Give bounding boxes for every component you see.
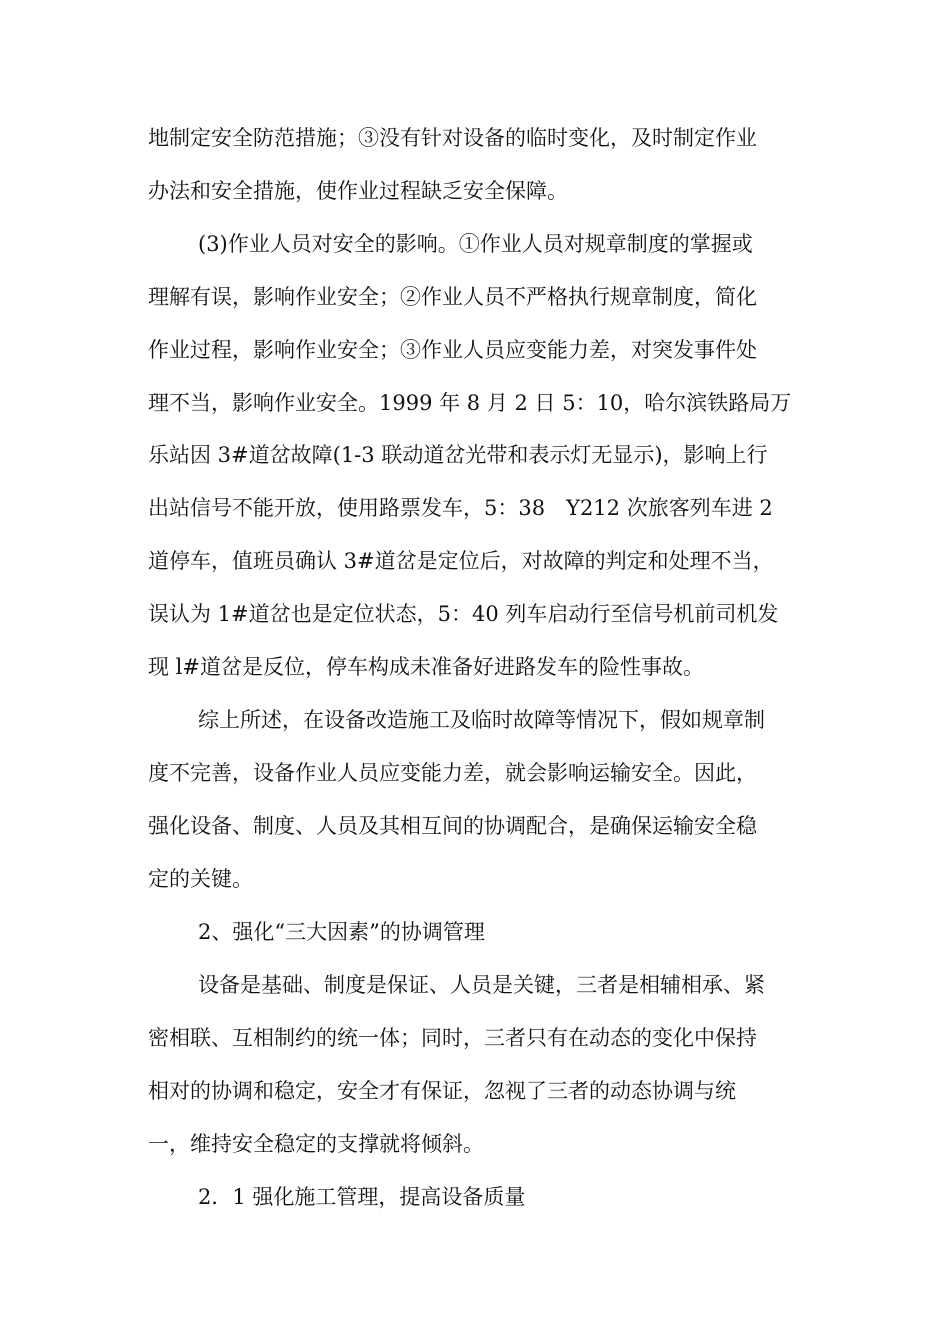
text-line: 办法和安全措施，使作业过程缺乏安全保障。: [148, 179, 568, 203]
text-line: 现 l#道岔是反位，停车构成未准备好进路发车的险性事故。: [148, 655, 704, 679]
text-line: 相对的协调和稳定，安全才有保证，忽视了三者的动态协调与统: [148, 1079, 736, 1103]
text-line: 道停车，值班员确认 3#道岔是定位后，对故障的判定和处理不当，: [148, 549, 774, 573]
text-line: 误认为 1#道岔也是定位状态，5：40 列车启动行至信号机前司机发: [148, 602, 779, 626]
text-line: 理解有误，影响作业安全；②作业人员不严格执行规章制度，简化: [148, 285, 757, 309]
text-line: 定的关键。: [148, 867, 253, 891]
text-line: 作业过程，影响作业安全；③作业人员应变能力差，对突发事件处: [148, 338, 757, 362]
text-line: 地制定安全防范措施；③没有针对设备的临时变化，及时制定作业: [148, 126, 757, 150]
text-line: 出站信号不能开放，使用路票发车，5：38 Y212 次旅客列车进 2: [148, 496, 773, 520]
paragraph-start: (3)作业人员对安全的影响。①作业人员对规章制度的掌握或: [198, 232, 753, 256]
text-line: 一，维持安全稳定的支撑就将倾斜。: [148, 1132, 484, 1156]
paragraph-start: 设备是基础、制度是保证、人员是关键，三者是相辅相承、紧: [198, 973, 765, 997]
text-line: 乐站因 3#道岔故障(1-3 联动道岔光带和表示灯无显示)，影响上行: [148, 443, 768, 467]
section-heading: 2、强化“三大因素”的协调管理: [198, 920, 485, 944]
text-line: 强化设备、制度、人员及其相互间的协调配合，是确保运输安全稳: [148, 814, 757, 838]
text-line: 密相联、互相制约的统一体；同时，三者只有在动态的变化中保持: [148, 1026, 757, 1050]
subsection-heading: 2．1 强化施工管理，提高设备质量: [198, 1185, 526, 1209]
text-line: 度不完善，设备作业人员应变能力差，就会影响运输安全。因此，: [148, 761, 757, 785]
paragraph-start: 综上所述，在设备改造施工及临时故障等情况下，假如规章制: [198, 708, 765, 732]
text-line: 理不当，影响作业安全。1999 年 8 月 2 日 5：10，哈尔滨铁路局万: [148, 391, 792, 415]
